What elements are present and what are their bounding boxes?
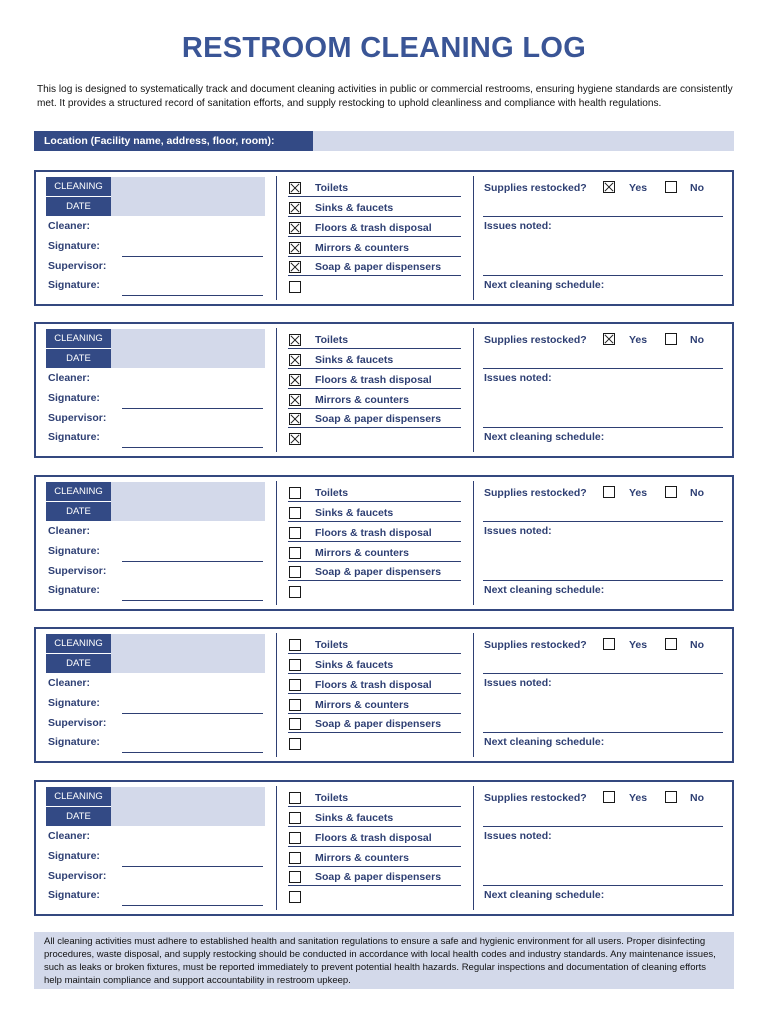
supplies-yes-checkbox[interactable]	[603, 181, 615, 193]
signature-label: Signature:	[48, 584, 100, 596]
signature-label: Signature:	[48, 545, 100, 557]
supplies-no-checkbox[interactable]	[665, 791, 677, 803]
task-checkbox[interactable]	[289, 261, 301, 273]
task-underline	[288, 275, 461, 276]
supplies-yes-label: Yes	[629, 487, 648, 499]
task-checkbox[interactable]	[289, 679, 301, 691]
task-checkbox[interactable]	[289, 527, 301, 539]
task-checkbox[interactable]	[289, 433, 301, 445]
supplies-underline	[483, 521, 723, 522]
supplies-no-label: No	[690, 334, 704, 346]
supplies-no-label: No	[690, 792, 704, 804]
column-divider	[276, 328, 277, 452]
issues-label: Issues noted:	[484, 830, 552, 842]
supervisor-signature-line[interactable]	[122, 600, 263, 601]
issues-underline[interactable]	[483, 275, 723, 276]
task-checkbox[interactable]	[289, 222, 301, 234]
supplies-yes-label: Yes	[629, 792, 648, 804]
cleaner-signature-line[interactable]	[122, 713, 263, 714]
location-label: Location (Facility name, address, floor, room):	[34, 131, 313, 151]
supplies-yes-checkbox[interactable]	[603, 333, 615, 345]
next-schedule-label: Next cleaning schedule:	[484, 431, 605, 443]
task-checkbox[interactable]	[289, 832, 301, 844]
task-underline	[288, 713, 461, 714]
task-label: Mirrors & counters	[315, 394, 409, 406]
log-entry	[34, 170, 734, 306]
signature-label: Signature:	[48, 697, 100, 709]
supplies-no-checkbox[interactable]	[665, 638, 677, 650]
supplies-label: Supplies restocked?	[484, 182, 587, 194]
task-checkbox[interactable]	[289, 507, 301, 519]
task-checkbox[interactable]	[289, 487, 301, 499]
task-checkbox[interactable]	[289, 547, 301, 559]
date-label: DATE	[46, 349, 111, 368]
task-label: Mirrors & counters	[315, 242, 409, 254]
supervisor-label: Supervisor:	[48, 412, 107, 424]
task-label: Soap & paper dispensers	[315, 566, 442, 578]
task-checkbox[interactable]	[289, 891, 301, 903]
task-underline	[288, 388, 461, 389]
task-underline	[288, 368, 461, 369]
date-input[interactable]	[111, 482, 265, 521]
intro-text: This log is designed to systematically track and document cleaning activities in public or commercial restrooms, ensuring hygiene standards are consistently met. It provides a structured record of sanitation efforts, and supply restocking to uphold cleanliness and compliance with health regulations.	[37, 84, 733, 109]
task-checkbox[interactable]	[289, 699, 301, 711]
task-checkbox[interactable]	[289, 354, 301, 366]
task-checkbox[interactable]	[289, 738, 301, 750]
cleaner-signature-line[interactable]	[122, 408, 263, 409]
column-divider	[473, 328, 474, 452]
signature-label: Signature:	[48, 392, 100, 404]
cleaner-signature-line[interactable]	[122, 866, 263, 867]
next-schedule-label: Next cleaning schedule:	[484, 279, 605, 291]
date-input[interactable]	[111, 634, 265, 673]
log-entry	[34, 322, 734, 458]
log-entry	[34, 627, 734, 763]
task-label: Sinks & faucets	[315, 354, 394, 366]
issues-label: Issues noted:	[484, 525, 552, 537]
cleaner-label: Cleaner:	[48, 830, 91, 842]
task-checkbox[interactable]	[289, 182, 301, 194]
signature-label: Signature:	[48, 431, 100, 443]
cleaning-label: CLEANING	[46, 329, 111, 348]
task-label: Soap & paper dispensers	[315, 871, 442, 883]
supplies-underline	[483, 673, 723, 674]
cleaning-label: CLEANING	[46, 482, 111, 501]
task-checkbox[interactable]	[289, 374, 301, 386]
supplies-yes-checkbox[interactable]	[603, 638, 615, 650]
task-checkbox[interactable]	[289, 659, 301, 671]
task-label: Sinks & faucets	[315, 202, 394, 214]
supplies-no-label: No	[690, 487, 704, 499]
supervisor-label: Supervisor:	[48, 565, 107, 577]
supervisor-label: Supervisor:	[48, 717, 107, 729]
page-title: RESTROOM CLEANING LOG	[181, 32, 587, 64]
issues-underline[interactable]	[483, 427, 723, 428]
signature-label: Signature:	[48, 279, 100, 291]
issues-underline[interactable]	[483, 580, 723, 581]
task-checkbox[interactable]	[289, 586, 301, 598]
task-label: Floors & trash disposal	[315, 374, 432, 386]
supplies-no-label: No	[690, 639, 704, 651]
supervisor-signature-line[interactable]	[122, 295, 263, 296]
task-checkbox[interactable]	[289, 202, 301, 214]
task-label: Floors & trash disposal	[315, 527, 432, 539]
supplies-yes-label: Yes	[629, 334, 648, 346]
task-checkbox[interactable]	[289, 242, 301, 254]
supplies-yes-checkbox[interactable]	[603, 791, 615, 803]
next-schedule-label: Next cleaning schedule:	[484, 889, 605, 901]
column-divider	[276, 786, 277, 910]
supplies-yes-checkbox[interactable]	[603, 486, 615, 498]
issues-label: Issues noted:	[484, 372, 552, 384]
task-underline	[288, 256, 461, 257]
cleaner-label: Cleaner:	[48, 220, 91, 232]
supervisor-signature-line[interactable]	[122, 752, 263, 753]
task-underline	[288, 885, 461, 886]
task-label: Soap & paper dispensers	[315, 718, 442, 730]
supplies-label: Supplies restocked?	[484, 792, 587, 804]
supplies-no-label: No	[690, 182, 704, 194]
cleaning-label: CLEANING	[46, 634, 111, 653]
supplies-label: Supplies restocked?	[484, 639, 587, 651]
date-label: DATE	[46, 654, 111, 673]
cleaner-signature-line[interactable]	[122, 256, 263, 257]
supplies-underline	[483, 216, 723, 217]
supplies-underline	[483, 826, 723, 827]
column-divider	[473, 633, 474, 757]
task-checkbox[interactable]	[289, 812, 301, 824]
task-label: Floors & trash disposal	[315, 832, 432, 844]
next-schedule-label: Next cleaning schedule:	[484, 584, 605, 596]
task-underline	[288, 732, 461, 733]
task-checkbox[interactable]	[289, 871, 301, 883]
log-entry	[34, 780, 734, 916]
column-divider	[473, 786, 474, 910]
task-checkbox[interactable]	[289, 413, 301, 425]
task-underline	[288, 501, 461, 502]
cleaning-label: CLEANING	[46, 787, 111, 806]
task-label: Floors & trash disposal	[315, 679, 432, 691]
task-checkbox[interactable]	[289, 852, 301, 864]
task-checkbox[interactable]	[289, 281, 301, 293]
task-label: Mirrors & counters	[315, 699, 409, 711]
signature-label: Signature:	[48, 736, 100, 748]
supplies-yes-label: Yes	[629, 182, 648, 194]
supplies-label: Supplies restocked?	[484, 487, 587, 499]
date-input[interactable]	[111, 787, 265, 826]
task-checkbox[interactable]	[289, 792, 301, 804]
task-underline	[288, 846, 461, 847]
issues-label: Issues noted:	[484, 220, 552, 232]
task-checkbox[interactable]	[289, 566, 301, 578]
task-label: Toilets	[315, 792, 349, 804]
task-label: Toilets	[315, 639, 349, 651]
column-divider	[276, 481, 277, 605]
issues-underline[interactable]	[483, 732, 723, 733]
task-underline	[288, 348, 461, 349]
supplies-underline	[483, 368, 723, 369]
supplies-yes-label: Yes	[629, 639, 648, 651]
column-divider	[473, 176, 474, 300]
supplies-no-checkbox[interactable]	[665, 486, 677, 498]
task-label: Toilets	[315, 182, 349, 194]
task-underline	[288, 427, 461, 428]
cleaning-label: CLEANING	[46, 177, 111, 196]
task-label: Soap & paper dispensers	[315, 413, 442, 425]
footer-note: All cleaning activities must adhere to established health and sanitation regulations to ensure a safe and hygienic environment for all users. Proper disinfecting procedures, waste disposal, and supply restocking should be conducted in accordance with local health codes and industry standards. Any maintenance issues, such as leaks or broken fixtures, must be reported immediately to prevent potential health hazards. Regular inspections and documentation of cleaning efforts help maintain compliance and support accountability in restroom upkeep.	[34, 932, 734, 989]
next-schedule-label: Next cleaning schedule:	[484, 736, 605, 748]
task-checkbox[interactable]	[289, 718, 301, 730]
cleaner-label: Cleaner:	[48, 525, 91, 537]
cleaner-label: Cleaner:	[48, 677, 91, 689]
task-underline	[288, 806, 461, 807]
task-underline	[288, 580, 461, 581]
signature-label: Signature:	[48, 240, 100, 252]
task-checkbox[interactable]	[289, 639, 301, 651]
task-underline	[288, 236, 461, 237]
date-input[interactable]	[111, 177, 265, 216]
task-label: Mirrors & counters	[315, 547, 409, 559]
task-checkbox[interactable]	[289, 394, 301, 406]
issues-label: Issues noted:	[484, 677, 552, 689]
task-underline	[288, 521, 461, 522]
cleaner-signature-line[interactable]	[122, 561, 263, 562]
supervisor-signature-line[interactable]	[122, 905, 263, 906]
task-underline	[288, 826, 461, 827]
task-label: Mirrors & counters	[315, 852, 409, 864]
task-label: Toilets	[315, 334, 349, 346]
location-field[interactable]	[34, 131, 734, 151]
date-input[interactable]	[111, 329, 265, 368]
signature-label: Signature:	[48, 889, 100, 901]
task-label: Sinks & faucets	[315, 812, 394, 824]
task-label: Sinks & faucets	[315, 507, 394, 519]
supplies-no-checkbox[interactable]	[665, 181, 677, 193]
supervisor-label: Supervisor:	[48, 260, 107, 272]
task-label: Toilets	[315, 487, 349, 499]
task-label: Sinks & faucets	[315, 659, 394, 671]
task-underline	[288, 653, 461, 654]
task-underline	[288, 866, 461, 867]
supervisor-signature-line[interactable]	[122, 447, 263, 448]
task-label: Floors & trash disposal	[315, 222, 432, 234]
log-entry	[34, 475, 734, 611]
task-underline	[288, 673, 461, 674]
date-label: DATE	[46, 807, 111, 826]
date-label: DATE	[46, 197, 111, 216]
supervisor-label: Supervisor:	[48, 870, 107, 882]
column-divider	[473, 481, 474, 605]
column-divider	[276, 633, 277, 757]
task-checkbox[interactable]	[289, 334, 301, 346]
date-label: DATE	[46, 502, 111, 521]
column-divider	[276, 176, 277, 300]
supplies-label: Supplies restocked?	[484, 334, 587, 346]
task-underline	[288, 196, 461, 197]
task-underline	[288, 561, 461, 562]
task-underline	[288, 541, 461, 542]
task-label: Soap & paper dispensers	[315, 261, 442, 273]
supplies-no-checkbox[interactable]	[665, 333, 677, 345]
task-underline	[288, 693, 461, 694]
signature-label: Signature:	[48, 850, 100, 862]
issues-underline[interactable]	[483, 885, 723, 886]
task-underline	[288, 216, 461, 217]
cleaner-label: Cleaner:	[48, 372, 91, 384]
task-underline	[288, 408, 461, 409]
